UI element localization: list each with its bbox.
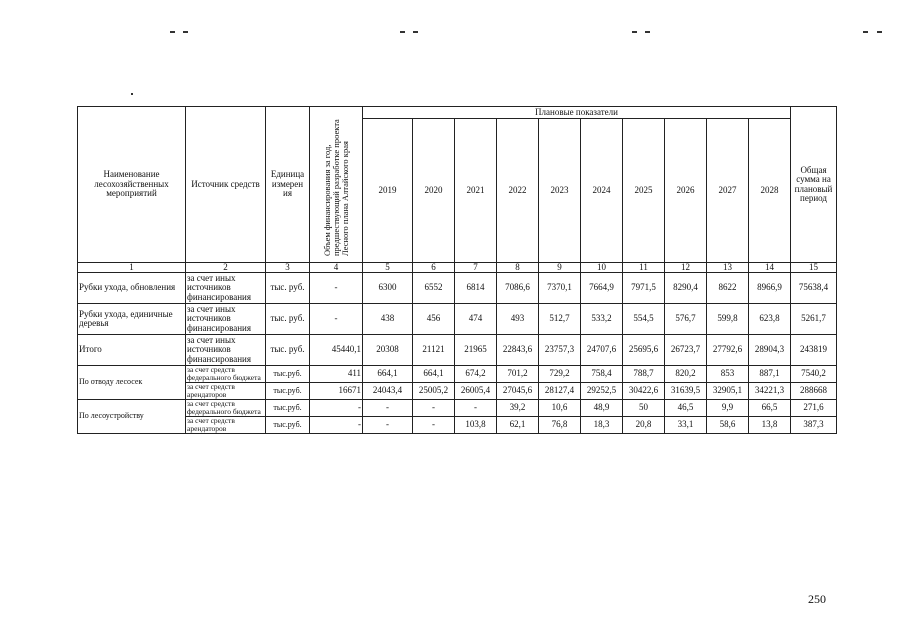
year-value-cell: 22843,6 <box>497 335 539 366</box>
year-value-cell: 30422,6 <box>623 383 665 400</box>
header-year: 2027 <box>707 119 749 263</box>
volume-before-cell: - <box>310 417 363 434</box>
table-row <box>78 383 837 400</box>
column-number: 8 <box>497 263 539 273</box>
scan-mark <box>863 31 868 33</box>
funding-source: за счет иных источников финансирования <box>186 273 266 304</box>
year-value-cell: - <box>413 400 455 417</box>
header-volume-before-text: Объем финансирования за год, предшествующий разработке проекта Лесного плана Алтайского края <box>321 118 350 256</box>
year-value-cell: 887,1 <box>749 366 791 383</box>
year-value-cell: 26005,4 <box>455 383 497 400</box>
year-value-cell: 58,6 <box>707 417 749 434</box>
table-row <box>78 335 837 366</box>
header-year: 2022 <box>497 119 539 263</box>
scan-mark <box>400 31 405 33</box>
year-value-cell: 664,1 <box>413 366 455 383</box>
column-number: 5 <box>363 263 413 273</box>
volume-before-cell: 16671 <box>310 383 363 400</box>
year-value-cell: 758,4 <box>581 366 623 383</box>
column-number: 10 <box>581 263 623 273</box>
year-value-cell: 623,8 <box>749 304 791 335</box>
year-value-cell: 62,1 <box>497 417 539 434</box>
table-row <box>78 417 837 434</box>
scan-mark <box>131 93 133 95</box>
table-row <box>78 273 837 304</box>
year-value-cell: 39,2 <box>497 400 539 417</box>
year-value-cell: 20308 <box>363 335 413 366</box>
header-year: 2025 <box>623 119 665 263</box>
unit-cell: тыс.руб. <box>266 400 310 417</box>
year-value-cell: 788,7 <box>623 366 665 383</box>
year-value-cell: 599,8 <box>707 304 749 335</box>
year-value-cell: 10,6 <box>539 400 581 417</box>
total-cell: 7540,2 <box>791 366 837 383</box>
header-year: 2021 <box>455 119 497 263</box>
funding-source: за счет средств федерального бюджета <box>186 400 266 417</box>
year-value-cell: 701,2 <box>497 366 539 383</box>
header-year: 2023 <box>539 119 581 263</box>
year-value-cell: 50 <box>623 400 665 417</box>
year-value-cell: 27045,6 <box>497 383 539 400</box>
unit-cell: тыс. руб. <box>266 335 310 366</box>
year-value-cell: 820,2 <box>665 366 707 383</box>
column-number: 6 <box>413 263 455 273</box>
year-value-cell: 493 <box>497 304 539 335</box>
funding-source: за счет средств арендаторов <box>186 417 266 434</box>
scan-mark <box>170 31 175 33</box>
year-value-cell: - <box>455 400 497 417</box>
year-value-cell: 31639,5 <box>665 383 707 400</box>
year-value-cell: 7971,5 <box>623 273 665 304</box>
volume-before-cell: - <box>310 304 363 335</box>
volume-before-cell: 411 <box>310 366 363 383</box>
year-value-cell: 24707,6 <box>581 335 623 366</box>
year-value-cell: 18,3 <box>581 417 623 434</box>
year-value-cell: 576,7 <box>665 304 707 335</box>
activity-name: Рубки ухода, единичные деревья <box>78 304 186 335</box>
year-value-cell: 23757,3 <box>539 335 581 366</box>
scan-mark <box>183 31 188 33</box>
year-value-cell: 8622 <box>707 273 749 304</box>
header-year: 2026 <box>665 119 707 263</box>
year-value-cell: 474 <box>455 304 497 335</box>
header-volume-before <box>310 107 363 263</box>
column-number: 2 <box>186 263 266 273</box>
year-value-cell: 6552 <box>413 273 455 304</box>
year-value-cell: 48,9 <box>581 400 623 417</box>
column-number: 13 <box>707 263 749 273</box>
column-number: 4 <box>310 263 363 273</box>
year-value-cell: 6300 <box>363 273 413 304</box>
column-number: 3 <box>266 263 310 273</box>
column-number: 15 <box>791 263 837 273</box>
activity-name: По отводу лесосек <box>78 366 186 400</box>
year-value-cell: 28127,4 <box>539 383 581 400</box>
total-cell: 271,6 <box>791 400 837 417</box>
year-value-cell: 8966,9 <box>749 273 791 304</box>
total-cell: 387,3 <box>791 417 837 434</box>
planning-table <box>77 106 837 434</box>
year-value-cell: 554,5 <box>623 304 665 335</box>
header-year: 2028 <box>749 119 791 263</box>
year-value-cell: 20,8 <box>623 417 665 434</box>
year-value-cell: 33,1 <box>665 417 707 434</box>
header-year: 2020 <box>413 119 455 263</box>
year-value-cell: 438 <box>363 304 413 335</box>
column-number: 14 <box>749 263 791 273</box>
column-number: 7 <box>455 263 497 273</box>
header-unit: Единица измерен ия <box>266 107 310 263</box>
year-value-cell: 7370,1 <box>539 273 581 304</box>
year-value-cell: 24043,4 <box>363 383 413 400</box>
year-value-cell: 853 <box>707 366 749 383</box>
year-value-cell: 7664,9 <box>581 273 623 304</box>
unit-cell: тыс. руб. <box>266 304 310 335</box>
volume-before-cell: - <box>310 273 363 304</box>
funding-source: за счет средств федерального бюджета <box>186 366 266 383</box>
year-value-cell: 103,8 <box>455 417 497 434</box>
total-cell: 243819 <box>791 335 837 366</box>
header-total: Общая сумма на плановый период <box>791 107 837 263</box>
year-value-cell: 28904,3 <box>749 335 791 366</box>
activity-name: По лесоустройству <box>78 400 186 434</box>
year-value-cell: - <box>363 417 413 434</box>
year-value-cell: 664,1 <box>363 366 413 383</box>
scan-mark <box>632 31 637 33</box>
activity-name: Рубки ухода, обновления <box>78 273 186 304</box>
year-value-cell: 21965 <box>455 335 497 366</box>
scan-mark <box>877 31 882 33</box>
scan-mark <box>645 31 650 33</box>
funding-source: за счет средств арендаторов <box>186 383 266 400</box>
total-cell: 288668 <box>791 383 837 400</box>
total-cell: 5261,7 <box>791 304 837 335</box>
header-name: Наименование лесохозяйственных мероприятий <box>78 107 186 263</box>
year-value-cell: 729,2 <box>539 366 581 383</box>
column-number: 12 <box>665 263 707 273</box>
year-value-cell: 46,5 <box>665 400 707 417</box>
header-source: Источник средств <box>186 107 266 263</box>
year-value-cell: 512,7 <box>539 304 581 335</box>
volume-before-cell: - <box>310 400 363 417</box>
column-number: 9 <box>539 263 581 273</box>
header-year: 2024 <box>581 119 623 263</box>
funding-source: за счет иных источников финансирования <box>186 335 266 366</box>
total-cell: 75638,4 <box>791 273 837 304</box>
year-value-cell: 66,5 <box>749 400 791 417</box>
column-number: 11 <box>623 263 665 273</box>
scan-mark <box>413 31 418 33</box>
unit-cell: тыс.руб. <box>266 383 310 400</box>
volume-before-cell: 45440,1 <box>310 335 363 366</box>
year-value-cell: - <box>413 417 455 434</box>
unit-cell: тыс.руб. <box>266 417 310 434</box>
year-value-cell: 6814 <box>455 273 497 304</box>
table-row <box>78 304 837 335</box>
year-value-cell: 674,2 <box>455 366 497 383</box>
year-value-cell: 8290,4 <box>665 273 707 304</box>
year-value-cell: 34221,3 <box>749 383 791 400</box>
year-value-cell: 32905,1 <box>707 383 749 400</box>
header-planned-indicators: Плановые показатели <box>363 107 791 119</box>
page-number: 250 <box>808 592 826 606</box>
table-row <box>78 400 837 417</box>
year-value-cell: 25695,6 <box>623 335 665 366</box>
funding-source: за счет иных источников финансирования <box>186 304 266 335</box>
header-year: 2019 <box>363 119 413 263</box>
year-value-cell: 13,8 <box>749 417 791 434</box>
year-value-cell: 21121 <box>413 335 455 366</box>
year-value-cell: 533,2 <box>581 304 623 335</box>
year-value-cell: 456 <box>413 304 455 335</box>
year-value-cell: 76,8 <box>539 417 581 434</box>
unit-cell: тыс. руб. <box>266 273 310 304</box>
year-value-cell: - <box>363 400 413 417</box>
column-number: 1 <box>78 263 186 273</box>
year-value-cell: 27792,6 <box>707 335 749 366</box>
year-value-cell: 29252,5 <box>581 383 623 400</box>
year-value-cell: 26723,7 <box>665 335 707 366</box>
activity-name: Итого <box>78 335 186 366</box>
year-value-cell: 7086,6 <box>497 273 539 304</box>
year-value-cell: 25005,2 <box>413 383 455 400</box>
year-value-cell: 9,9 <box>707 400 749 417</box>
unit-cell: тыс.руб. <box>266 366 310 383</box>
table-row <box>78 366 837 383</box>
